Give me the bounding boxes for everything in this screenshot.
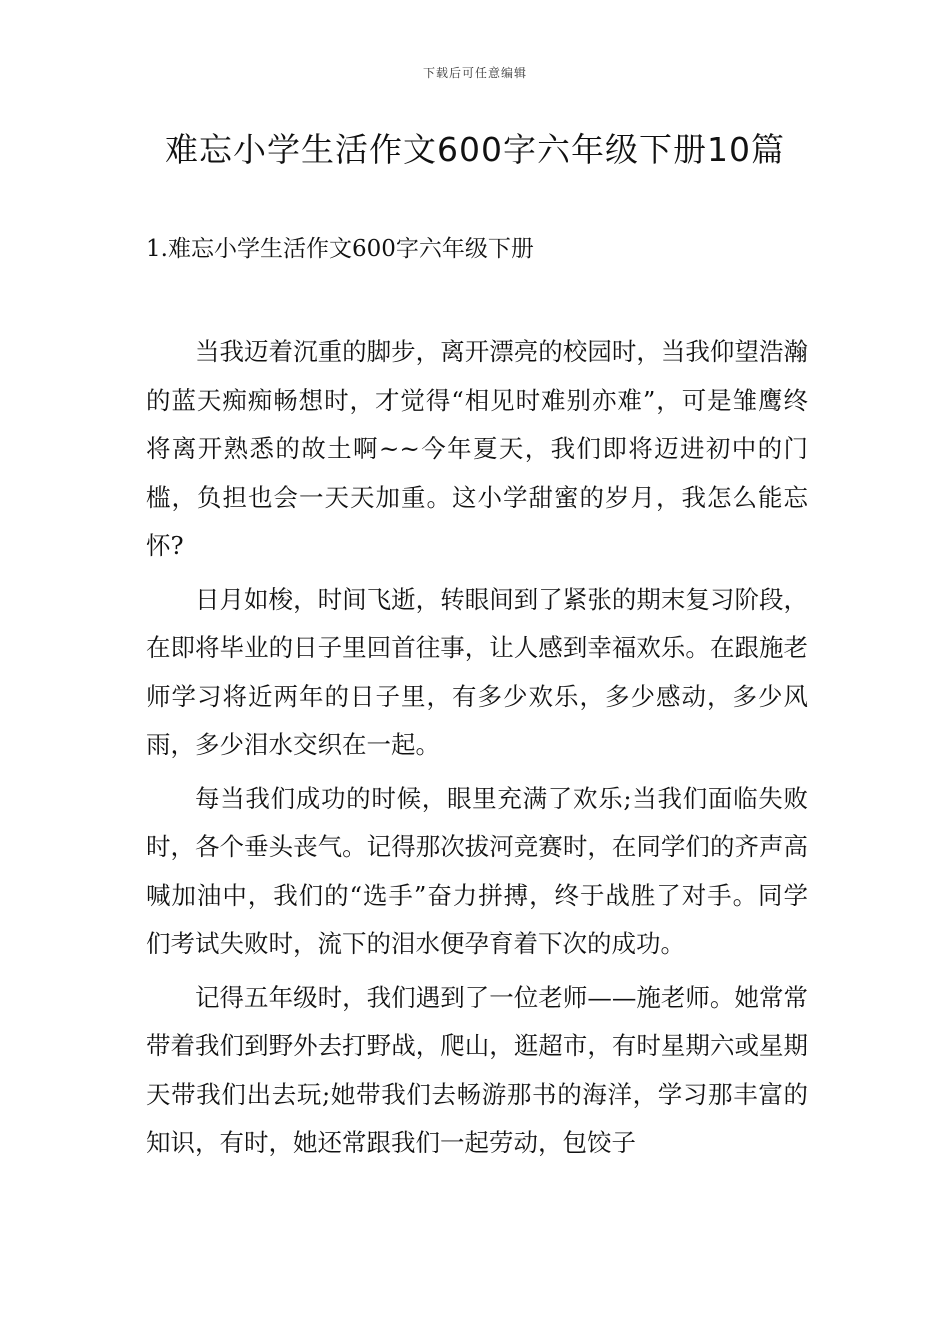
section-heading: 1.难忘小学生活作文600字六年级下册 <box>146 236 534 262</box>
document-body <box>146 328 808 1168</box>
document-title: 难忘小学生活作文600字六年级下册10篇 <box>165 130 785 169</box>
paragraph: 每当我们成功的时候，眼里充满了欢乐;当我们面临失败时，各个垂头丧气。记得那次拔河竞赛时，在同学们的齐声高喊加油中，我们的“选手”奋力拼搏，终于战胜了对手。同学们考试失败时，流下的泪水便孕育着下次的成功。 <box>146 783 808 958</box>
header-note: 下载后可任意编辑 <box>422 66 527 80</box>
paragraph: 日月如梭，时间飞逝，转眼间到了紧张的期末复习阶段，在即将毕业的日子里回首往事，让人感到幸福欢乐。在跟施老师学习将近两年的日子里，有多少欢乐，多少感动，多少风雨，多少泪水交织在一起。 <box>146 584 808 759</box>
paragraph: 当我迈着沉重的脚步，离开漂亮的校园时，当我仰望浩瀚的蓝天痴痴畅想时，才觉得“相见时难别亦难”，可是雏鹰终将离开熟悉的故土啊~~今年夏天，我们即将迈进初中的门槛，负担也会一天天加重。这小学甜蜜的岁月，我怎么能忘怀? <box>146 337 808 560</box>
paragraph: 记得五年级时，我们遇到了一位老师——施老师。她常常带着我们到野外去打野战，爬山，逛超市，有时星期六或星期天带我们出去玩;她带我们去畅游那书的海洋，学习那丰富的知识，有时，她还常跟我们一起劳动，包饺子 <box>146 982 808 1157</box>
